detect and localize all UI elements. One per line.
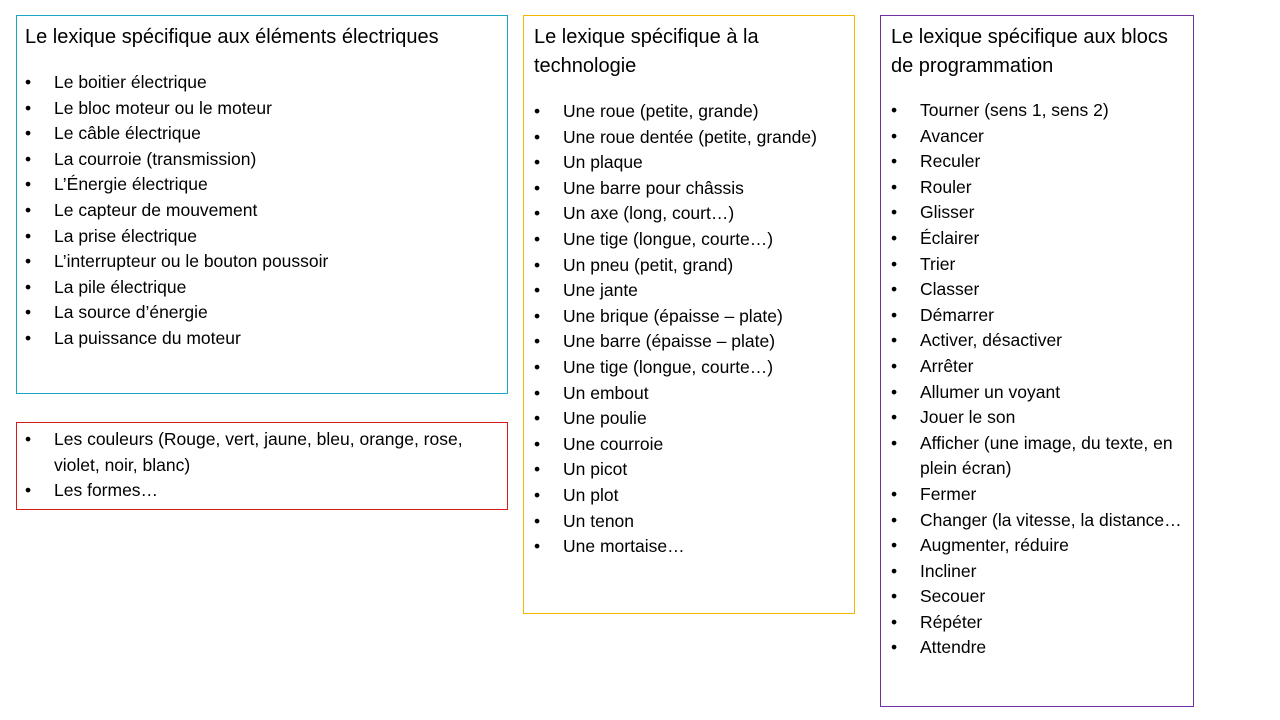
electric-lexicon-item: • La courroie (transmission) — [25, 147, 499, 173]
programming-lexicon-item: • Avancer — [891, 124, 1185, 150]
programming-lexicon-item: • Glisser — [891, 200, 1185, 226]
technology-lexicon-item: • Une roue (petite, grande) — [534, 99, 846, 125]
electric-lexicon-item: • La prise électrique — [25, 224, 499, 250]
electric-lexicon-title: Le lexique spécifique aux éléments électriques — [25, 26, 439, 48]
programming-lexicon-item: • Afficher (une image, du texte, en plein écran) — [891, 431, 1185, 482]
programming-lexicon-item: • Reculer — [891, 149, 1185, 175]
programming-lexicon-item: • Attendre — [891, 635, 1185, 661]
programming-lexicon-item: • Classer — [891, 277, 1185, 303]
technology-lexicon-box — [523, 15, 855, 614]
technology-lexicon-item: • Un picot — [534, 457, 846, 483]
technology-lexicon-item: • Une barre pour châssis — [534, 176, 846, 202]
electric-lexicon-item: • L’interrupteur ou le bouton poussoir — [25, 249, 499, 275]
technology-lexicon-item: • Un axe (long, court…) — [534, 201, 846, 227]
technology-lexicon-item: • Une tige (longue, courte…) — [534, 227, 846, 253]
electric-lexicon-item: • La source d’énergie — [25, 300, 499, 326]
general-lexicon-list — [25, 427, 499, 504]
general-lexicon-item: • Les couleurs (Rouge, vert, jaune, bleu, orange, rose, violet, noir, blanc) — [25, 427, 499, 478]
programming-lexicon-item: • Fermer — [891, 482, 1185, 508]
programming-lexicon-item: • Activer, désactiver — [891, 328, 1185, 354]
programming-lexicon-item: • Incliner — [891, 559, 1185, 585]
electric-lexicon-item: • Le bloc moteur ou le moteur — [25, 96, 499, 122]
technology-lexicon-list — [534, 99, 846, 560]
programming-lexicon-box — [880, 15, 1194, 707]
technology-lexicon-item: • Un pneu (petit, grand) — [534, 253, 846, 279]
programming-lexicon-item: • Jouer le son — [891, 405, 1185, 431]
electric-lexicon-item: • Le câble électrique — [25, 121, 499, 147]
electric-lexicon-box — [16, 15, 508, 394]
electric-lexicon-item: • La pile électrique — [25, 275, 499, 301]
programming-lexicon-item: • Augmenter, réduire — [891, 533, 1185, 559]
technology-lexicon-item: • Une mortaise… — [534, 534, 846, 560]
technology-lexicon-item: • Une roue dentée (petite, grande) — [534, 125, 846, 151]
technology-lexicon-item: • Un embout — [534, 381, 846, 407]
general-lexicon-box — [16, 422, 508, 510]
technology-lexicon-item: • Une brique (épaisse – plate) — [534, 304, 846, 330]
programming-lexicon-item: • Répéter — [891, 610, 1185, 636]
electric-lexicon-item: • Le capteur de mouvement — [25, 198, 499, 224]
programming-lexicon-item: • Tourner (sens 1, sens 2) — [891, 98, 1185, 124]
technology-lexicon-item: • Un plaque — [534, 150, 846, 176]
programming-lexicon-list — [891, 98, 1185, 661]
technology-lexicon-title: Le lexique spécifique à la technologie — [534, 26, 759, 77]
electric-lexicon-item: • Le boitier électrique — [25, 70, 499, 96]
programming-lexicon-item: • Changer (la vitesse, la distance… — [891, 508, 1185, 534]
technology-lexicon-item: • Une jante — [534, 278, 846, 304]
programming-lexicon-item: • Allumer un voyant — [891, 380, 1185, 406]
electric-lexicon-item: • L’Énergie électrique — [25, 172, 499, 198]
programming-lexicon-item: • Rouler — [891, 175, 1185, 201]
technology-lexicon-item: • Un tenon — [534, 509, 846, 535]
electric-lexicon-list — [25, 70, 499, 352]
technology-lexicon-item: • Une courroie — [534, 432, 846, 458]
technology-lexicon-item: • Un plot — [534, 483, 846, 509]
technology-lexicon-item: • Une barre (épaisse – plate) — [534, 329, 846, 355]
electric-lexicon-item: • La puissance du moteur — [25, 326, 499, 352]
programming-lexicon-item: • Éclairer — [891, 226, 1185, 252]
programming-lexicon-item: • Secouer — [891, 584, 1185, 610]
general-lexicon-item: • Les formes… — [25, 478, 499, 504]
technology-lexicon-item: • Une tige (longue, courte…) — [534, 355, 846, 381]
programming-lexicon-title: Le lexique spécifique aux blocs de programmation — [891, 26, 1168, 77]
programming-lexicon-item: • Démarrer — [891, 303, 1185, 329]
programming-lexicon-item: • Arrêter — [891, 354, 1185, 380]
programming-lexicon-item: • Trier — [891, 252, 1185, 278]
technology-lexicon-item: • Une poulie — [534, 406, 846, 432]
